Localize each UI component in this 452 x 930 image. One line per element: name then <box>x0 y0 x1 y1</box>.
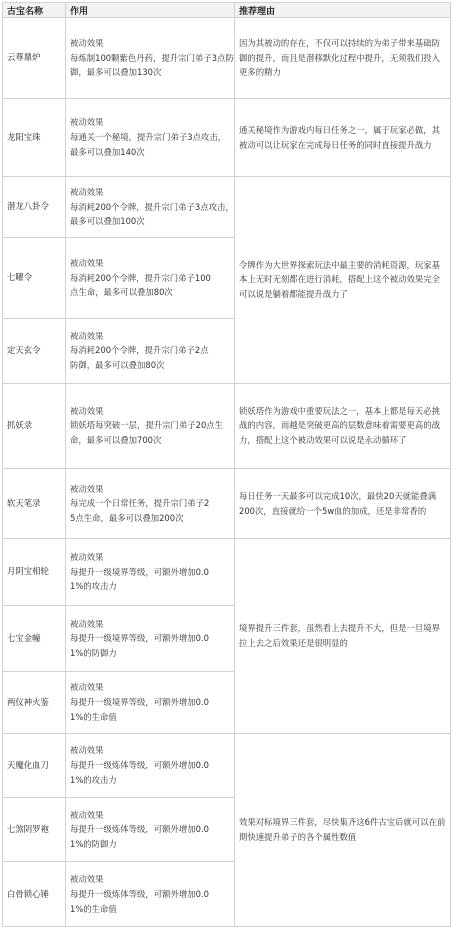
effect-line: 每提升一级炼体等级，可额外增加0.0 <box>70 824 209 835</box>
effect-line: 锁妖塔每突破一层，提升宗门弟子20点生 <box>70 420 224 431</box>
reason-line: 通关秘境作为游戏内每日任务之一，属于玩家必做，其 <box>239 124 440 135</box>
reason-line: 境界提升三件套，虽然看上去提升不大，但是一旦境界 <box>239 623 440 634</box>
treasure-effect <box>66 238 235 319</box>
effect-line: 每提升一级境界等级，可额外增加0.0 <box>70 697 209 708</box>
effect-line: 防御，最多可以叠加80次 <box>70 360 165 371</box>
header-reason: 推荐理由 <box>235 3 451 18</box>
table-row <box>3 383 451 469</box>
effect-line: 最多可以叠加100次 <box>70 216 145 227</box>
reason-line: 力，搭配上这个被动效果可以说是永动循环了 <box>239 435 407 446</box>
treasure-effect <box>66 383 235 469</box>
effect-line: 1%的生命值 <box>70 903 117 914</box>
effect-line: 点生命，最多可以叠加80次 <box>70 287 173 298</box>
recommend-reason <box>235 539 451 733</box>
treasure-name: 七曜令 <box>3 238 66 319</box>
effect-line: 最多可以叠加140次 <box>70 146 145 157</box>
recommend-reason <box>235 469 451 539</box>
reason-line: 每日任务一天最多可以完成10次，最快20天就能叠满 <box>239 490 437 501</box>
reason-line: 本上无时无刻都在进行消耗，搭配上这个被动效果完全 <box>239 274 440 285</box>
recommend-reason <box>235 99 451 177</box>
effect-line: 每消耗200个令牌，提升宗门弟子3点攻击， <box>70 201 234 212</box>
effect-line: 被动效果 <box>70 38 104 48</box>
reason-line: 可以说是躺着都能提升战力了 <box>239 289 348 300</box>
reason-line: 令牌作为大世界探索玩法中最主要的消耗资源，玩家基 <box>239 259 440 270</box>
treasure-effect <box>66 319 235 383</box>
header-effect: 作用 <box>66 3 235 18</box>
treasure-name: 抓妖录 <box>3 383 66 469</box>
recommend-reason <box>235 383 451 469</box>
reason-line: 200次，直接就给一个5w血的加成，还是非常香的 <box>239 505 427 516</box>
effect-line: 命，最多可以叠加700次 <box>70 435 162 446</box>
table-row <box>3 733 451 797</box>
effect-line: 被动效果 <box>70 405 104 416</box>
recommend-reason <box>235 176 451 383</box>
treasure-name: 天魔化血刀 <box>3 733 66 797</box>
reason-line: 锁妖塔作为游戏中重要玩法之一，基本上都是每天必挑 <box>239 405 440 416</box>
recommend-reason <box>235 733 451 926</box>
table-row <box>3 18 451 99</box>
treasure-effect <box>66 18 235 99</box>
effect-line: 被动效果 <box>70 483 104 494</box>
treasure-effect <box>66 605 235 672</box>
treasure-name: 七宝金幢 <box>3 605 66 672</box>
treasure-name: 白骨锁心锤 <box>3 862 66 927</box>
treasure-name: 两仪神火鉴 <box>3 672 66 733</box>
treasure-table <box>2 2 451 927</box>
reason-line: 战的内容，而越是突破更高的层数意味着需要更高的战 <box>239 420 440 431</box>
effect-line: 1%的攻击力 <box>70 774 117 785</box>
reason-line: 效果对标境界三件套，尽快集齐这6件古宝后就可以在前 <box>239 817 446 828</box>
effect-line: 被动效果 <box>70 551 104 562</box>
effect-line: 每通关一个秘境，提升宗门弟子3点攻击， <box>70 132 227 143</box>
effect-line: 被动效果 <box>70 258 104 268</box>
effect-line: 每提升一级炼体等级，可额外增加0.0 <box>70 888 209 899</box>
recommend-reason <box>235 18 451 99</box>
treasure-name: 软天笔录 <box>3 469 66 539</box>
effect-line: 1%的防御力 <box>70 839 117 850</box>
treasure-effect <box>66 176 235 237</box>
reason-line: 期快速提升弟子的各个属性数值 <box>239 831 357 842</box>
table-row <box>3 469 451 539</box>
table-row <box>3 99 451 177</box>
effect-line: 被动效果 <box>70 618 104 629</box>
reason-line: 更多的精力 <box>239 67 281 78</box>
effect-line: 被动效果 <box>70 874 104 885</box>
treasure-effect <box>66 798 235 862</box>
treasure-name: 云尊鼎炉 <box>3 18 66 99</box>
reason-line: 被动可以让玩家在完成每日任务的同时直接提升战力 <box>239 139 432 150</box>
reason-line: 御的提升，而且是潜移默化过程中提升，无须我们投入 <box>239 52 440 63</box>
treasure-name: 龙阳宝珠 <box>3 99 66 177</box>
table-body <box>3 18 451 927</box>
effect-line: 每提升一级境界等级，可额外增加0.0 <box>70 566 209 577</box>
effect-line: 5点生命，最多可以叠加200次 <box>70 512 184 523</box>
treasure-effect <box>66 862 235 927</box>
effect-line: 每炼制100颗紫色丹药，提升宗门弟子3点防 <box>70 52 234 63</box>
effect-line: 每提升一级境界等级，可额外增加0.0 <box>70 633 209 644</box>
effect-line: 每消耗200个令牌，提升宗门弟子2点 <box>70 345 209 356</box>
effect-line: 被动效果 <box>70 682 104 693</box>
effect-line: 1%的防御力 <box>70 647 117 658</box>
treasure-name: 七煞阴罗袍 <box>3 798 66 862</box>
effect-line: 御，最多可以叠加130次 <box>70 67 162 78</box>
effect-line: 每提升一级炼体等级，可额外增加0.0 <box>70 759 209 770</box>
header-name: 古宝名称 <box>3 3 66 18</box>
effect-line: 被动效果 <box>70 330 104 341</box>
effect-line: 被动效果 <box>70 809 104 820</box>
effect-line: 被动效果 <box>70 745 104 756</box>
reason-line: 拉上去之后效果还是很明显的 <box>239 637 348 648</box>
treasure-name: 定天玄令 <box>3 319 66 383</box>
treasure-effect <box>66 469 235 539</box>
effect-line: 被动效果 <box>70 186 104 197</box>
treasure-effect <box>66 733 235 797</box>
treasure-effect <box>66 539 235 606</box>
table-row <box>3 539 451 606</box>
effect-line: 1%的攻击力 <box>70 581 117 592</box>
treasure-name: 月阴宝相轮 <box>3 539 66 606</box>
effect-line: 被动效果 <box>70 117 104 128</box>
effect-line: 每消耗200个令牌，提升宗门弟子100 <box>70 272 211 283</box>
effect-line: 1%的生命值 <box>70 711 117 722</box>
reason-line: 因为其被动的存在，不仅可以持续的为弟子带来基础防 <box>239 38 440 48</box>
treasure-effect <box>66 672 235 733</box>
effect-line: 每完成一个日常任务，提升宗门弟子2 <box>70 498 210 509</box>
table-header-row <box>3 3 451 18</box>
treasure-effect <box>66 99 235 177</box>
treasure-name: 潜龙八卦令 <box>3 176 66 237</box>
table-row <box>3 176 451 237</box>
